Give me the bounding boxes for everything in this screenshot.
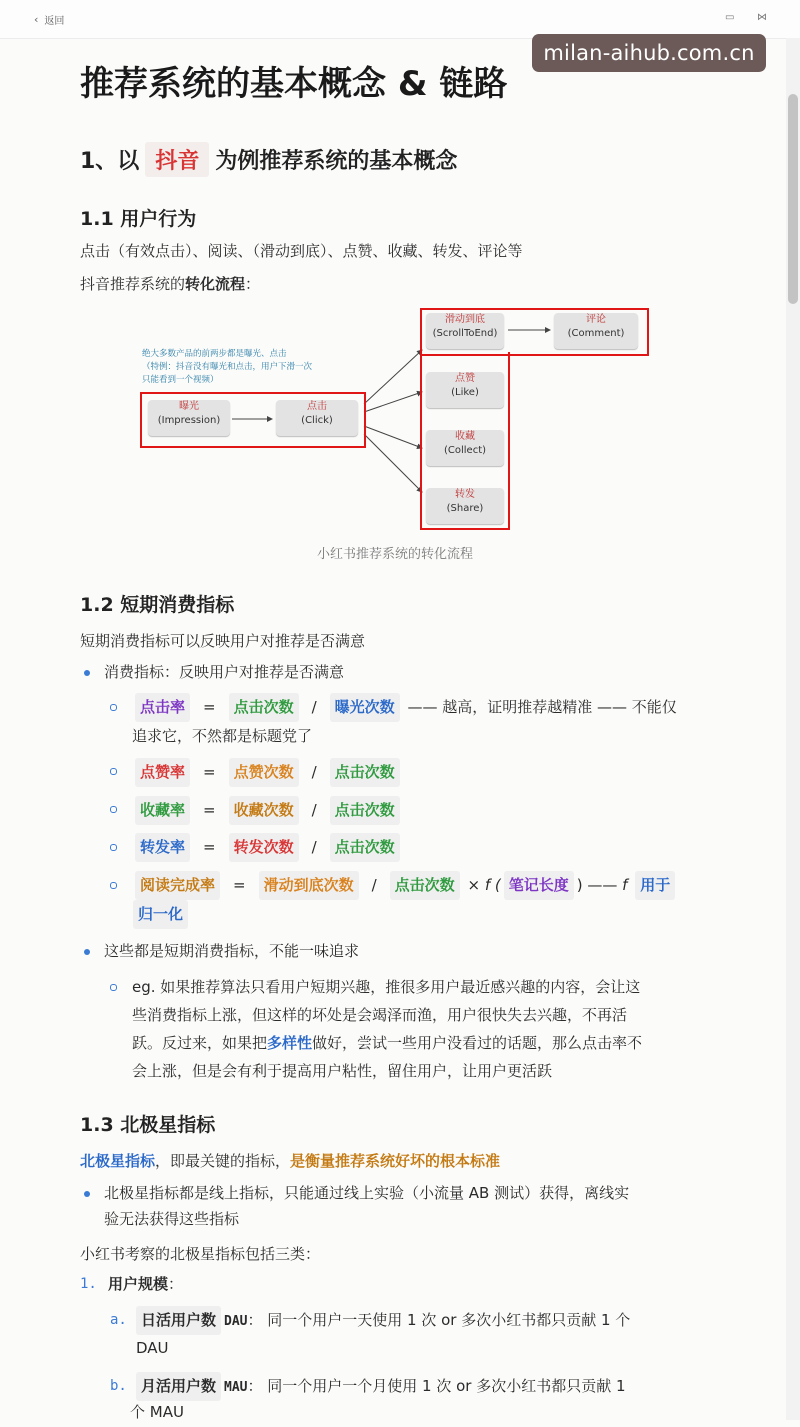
formula-collect-rate	[132, 796, 403, 825]
bullet-circle	[110, 984, 117, 991]
mau-label: 月活用户数	[136, 1372, 221, 1401]
mau-text: ： 同一个用户一个月使用 1 次 or 多次小红书都只贡献 1	[247, 1377, 626, 1395]
list-number: 1.	[80, 1276, 97, 1292]
mau-cont: 个 MAU	[130, 1403, 184, 1421]
flow-intro-pre: 抖音推荐系统的	[80, 275, 186, 293]
divide: /	[311, 838, 317, 856]
node-label-zh: 点赞	[455, 373, 475, 384]
node-scroll-to-end	[426, 313, 504, 349]
node-collect	[426, 430, 504, 466]
node-label-en: (ScrollToEnd)	[432, 328, 498, 339]
bullet-dot	[84, 949, 90, 955]
bullet-circle	[110, 882, 117, 889]
ctr-note-cont: 追求它，不然都是标题党了	[132, 727, 313, 745]
node-label-en: (Comment)	[567, 328, 625, 339]
metric-clicks: 点击次数	[229, 693, 299, 722]
back-label: 返回	[44, 16, 65, 27]
node-comment	[554, 313, 638, 349]
bullet-dot	[84, 1191, 90, 1197]
short-term-intro: 短期消费指标可以反映用户对推荐是否满意	[80, 632, 366, 650]
equals: =	[203, 838, 216, 856]
metric-scroll-to-end: 滑动到底次数	[259, 871, 359, 900]
equals: =	[203, 698, 216, 716]
dau-code: DAU	[224, 1314, 248, 1329]
diversity-term: 多样性	[267, 1034, 313, 1052]
metric-likes: 点赞次数	[229, 758, 299, 787]
comment-icon[interactable]: ▭	[725, 12, 735, 23]
metric-clicks: 点击次数	[390, 871, 460, 900]
function-f: f (	[484, 876, 501, 894]
section-1-1-heading: 1.1 用户行为	[80, 208, 197, 230]
node-label-zh: 收藏	[455, 431, 475, 442]
node-label-en: (Click)	[301, 415, 333, 426]
metric-clicks: 点击次数	[330, 796, 400, 825]
metric-impressions: 曝光次数	[330, 693, 400, 722]
node-share	[426, 488, 504, 524]
dau-cont: DAU	[136, 1339, 169, 1357]
list-letter: a.	[110, 1312, 127, 1328]
node-label-en: (Share)	[446, 503, 484, 514]
node-click	[276, 400, 358, 436]
metric-shares: 转发次数	[229, 833, 299, 862]
bullet-circle	[110, 704, 117, 711]
bullet-circle	[110, 806, 117, 813]
list-letter: b.	[110, 1378, 127, 1394]
node-label-en: (Impression)	[157, 415, 221, 426]
equals: =	[233, 876, 246, 894]
back-button[interactable]	[34, 12, 64, 27]
diagram-note-line: 只能看到一个视频）	[142, 375, 219, 385]
example-line: 会上涨，但是会有利于提高用户粘性，留住用户，让用户更活跃	[132, 1062, 553, 1080]
equals: =	[203, 801, 216, 819]
section-1-heading	[80, 142, 457, 177]
section-1-3-heading: 1.3 北极星指标	[80, 1114, 216, 1136]
section-1-suffix: 为例推荐系统的基本概念	[215, 149, 458, 174]
equals: =	[203, 763, 216, 781]
north-star-intro	[80, 1150, 500, 1171]
divide: /	[371, 876, 377, 894]
example-line	[132, 1029, 642, 1058]
bullet-dot	[84, 670, 90, 676]
scrollbar[interactable]	[786, 38, 800, 1420]
conversion-flow-intro	[80, 273, 260, 294]
example-text: 跃。反过来，如果把	[132, 1034, 268, 1052]
section-1-highlight: 抖音	[145, 142, 209, 177]
divide: /	[311, 763, 317, 781]
example-text: 做好，尝试一些用户没看过的话题，那么点击率不	[312, 1034, 643, 1052]
bullet-consumption: 消费指标：反映用户对推荐是否满意	[104, 663, 345, 681]
section-1-prefix: 1、以	[80, 149, 140, 174]
metric-share-rate: 转发率	[135, 833, 190, 862]
node-label-zh: 评论	[586, 314, 606, 325]
example-line: eg. 如果推荐算法只看用户短期兴趣，推很多用户最近感兴趣的内容，会让这	[132, 978, 641, 996]
collapse-icon[interactable]: ⋈	[757, 12, 767, 23]
bullet-not-blindly: 这些都是短期消费指标，不能一味追求	[104, 942, 360, 960]
mau-item	[136, 1372, 626, 1402]
close-paren: ) ——	[576, 876, 618, 894]
chevron-left-icon: ‹	[34, 13, 39, 26]
behavior-list: 点击（有效点击）、阅读、（滑动到底）、点赞、收藏、转发、评论等	[80, 242, 523, 260]
scrollbar-thumb[interactable]	[788, 94, 798, 304]
node-label-en: (Like)	[451, 387, 479, 398]
ctr-note: —— 越高，证明推荐越精准 —— 不能仅	[407, 698, 677, 716]
metric-ctr: 点击率	[135, 693, 190, 722]
north-star-mid: ，即最关键的指标，	[155, 1152, 291, 1170]
north-star-categories: 小红书考察的北极星指标包括三类：	[80, 1245, 321, 1263]
mau-code: MAU	[224, 1380, 248, 1395]
times: ×	[467, 876, 481, 894]
dau-item	[136, 1306, 630, 1336]
normalize-label: 用于	[635, 871, 675, 900]
user-scale-item	[108, 1270, 183, 1299]
function-f: f	[622, 876, 628, 894]
metric-read-completion: 阅读完成率	[135, 871, 220, 900]
dau-label: 日活用户数	[136, 1306, 221, 1335]
diagram-note-line: （特例：抖音没有曝光和点击，用户下滑一次	[142, 362, 313, 372]
metric-note-length: 笔记长度	[504, 871, 574, 900]
formula-share-rate	[132, 833, 403, 862]
node-label-zh: 曝光	[179, 401, 199, 412]
metric-collects: 收藏次数	[229, 796, 299, 825]
metric-collect-rate: 收藏率	[135, 796, 190, 825]
north-star-emphasis: 是衡量推荐系统好坏的根本标准	[290, 1152, 501, 1170]
node-impression	[148, 400, 230, 436]
north-star-term: 北极星指标	[80, 1152, 156, 1170]
diagram-note-line: 绝大多数产品的前两步都是曝光、点击	[142, 349, 287, 359]
node-label-zh: 滑动到底	[445, 314, 485, 325]
user-scale-label: 用户规模	[108, 1275, 169, 1293]
normalize-label: 归一化	[133, 900, 188, 929]
watermark: milan-aihub.com.cn	[532, 34, 766, 72]
divide: /	[311, 801, 317, 819]
flow-intro-post: ：	[245, 275, 261, 293]
conversion-flow-diagram	[140, 300, 642, 532]
normalize-label-cont	[130, 900, 191, 929]
node-label-en: (Collect)	[443, 445, 487, 456]
online-metric-note: 验无法获得这些指标	[104, 1210, 240, 1228]
example-line: 些消费指标上涨，但这样的坏处是会竭泽而渔，用户很快失去兴趣，不再活	[132, 1006, 628, 1024]
page-title: 推荐系统的基本概念 & 链路	[80, 64, 508, 104]
formula-like-rate	[132, 758, 403, 787]
formula-ctr	[132, 693, 677, 722]
dau-text: ： 同一个用户一天使用 1 次 or 多次小红书都只贡献 1 个	[247, 1311, 631, 1329]
metric-like-rate: 点赞率	[135, 758, 190, 787]
section-1-2-heading: 1.2 短期消费指标	[80, 594, 235, 616]
figure-caption: 小红书推荐系统的转化流程	[316, 547, 473, 562]
flow-intro-bold: 转化流程	[185, 275, 246, 293]
node-label-zh: 点击	[307, 401, 327, 412]
metric-clicks: 点击次数	[330, 833, 400, 862]
online-metric-note: 北极星指标都是线上指标，只能通过线上实验（小流量 AB 测试）获得，离线实	[104, 1184, 630, 1202]
node-like	[426, 372, 504, 408]
bullet-circle	[110, 844, 117, 851]
colon: ：	[168, 1275, 184, 1293]
metric-clicks: 点击次数	[330, 758, 400, 787]
bullet-circle	[110, 768, 117, 775]
node-label-zh: 转发	[455, 489, 475, 500]
formula-read-completion	[132, 871, 678, 900]
divide: /	[311, 698, 317, 716]
